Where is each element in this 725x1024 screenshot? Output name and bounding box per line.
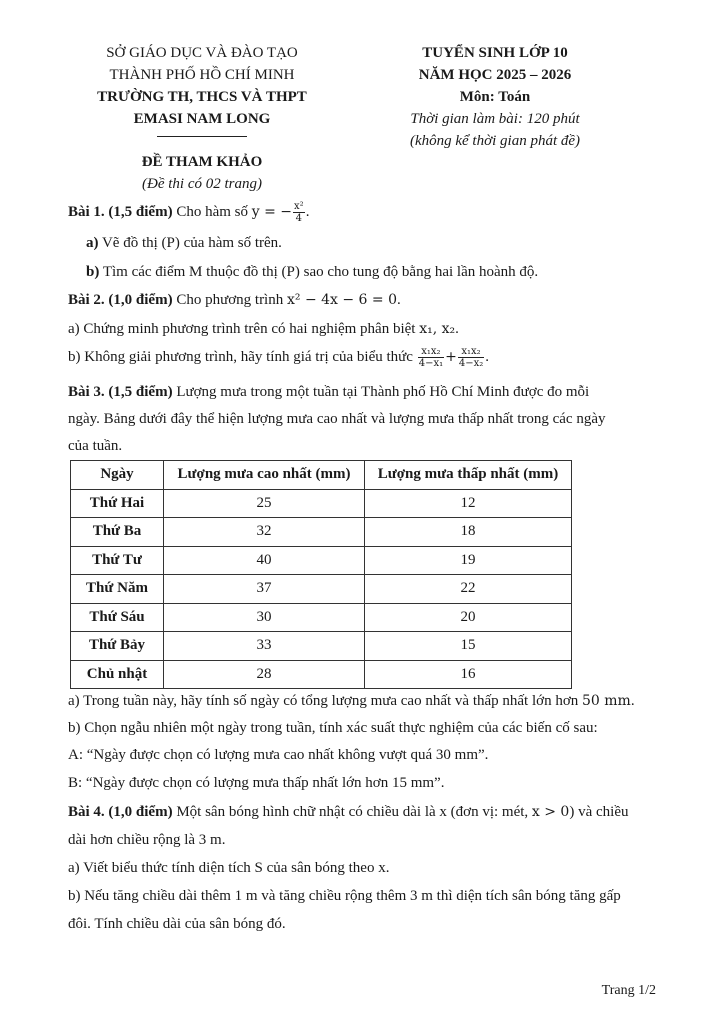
school-name-line2: EMASI NAM LONG <box>133 111 271 127</box>
rainfall-table <box>70 460 572 689</box>
table-row: Thứ Hai 25 12 <box>71 489 572 518</box>
bai3-line2: ngày. Bảng dưới đây thể hiện lượng mưa cao nhất và lượng mưa thấp nhất trong các ngày <box>68 411 606 427</box>
bai3-line3: của tuần. <box>68 438 123 454</box>
bai1-fraction: $\frac{\text{x²}}{4}$ <box>294 201 304 225</box>
subject: Môn: Toán <box>459 89 531 105</box>
exam-title-block <box>82 151 322 195</box>
header-right <box>375 42 615 152</box>
bai3-heading: Bài 3. (1,5 điểm) Lượng mưa trong một tuần tại Thành phố Hồ Chí Minh được đo mỗi <box>68 384 590 400</box>
exam-title: ĐỀ THAM KHẢO <box>141 154 263 170</box>
bai4-line2: dài hơn chiều rộng là 3 m. <box>68 832 226 848</box>
department-name: SỞ GIÁO DỤC VÀ ĐÀO TẠO <box>106 45 298 61</box>
bai2-label: Bài 2. (1,0 điểm) <box>68 292 173 308</box>
bai1-heading: Bài 1. (1,5 điểm) Cho hàm số y = − $\frac{\text{x²}}{4}$ . <box>68 201 310 225</box>
school-year: NĂM HỌC 2025 – 2026 <box>418 67 572 83</box>
bai2-equation: x² − 4x − 6 = 0 <box>286 292 398 308</box>
table-row: Thứ Bảy 33 15 <box>71 632 572 661</box>
col-header-min: Lượng mưa thấp nhất (mm) <box>365 461 572 490</box>
exam-name: TUYỂN SINH LỚP 10 <box>422 45 568 61</box>
bai4-part-a: a) Viết biểu thức tính diện tích S của sân bóng theo x. <box>68 860 390 876</box>
bai2-fraction-1: $\frac{\text{x₁x₂}}{\text{4−x₁}}$ <box>418 346 444 370</box>
duration: Thời gian làm bài: 120 phút <box>410 111 580 127</box>
bai3-part-a: a) Trong tuần này, hãy tính số ngày có tổng lượng mưa cao nhất và thấp nhất lớn hơn 50 mm. <box>68 693 635 709</box>
header-left <box>82 42 322 137</box>
bai4-part-b-line2: đôi. Tính chiều dài của sân bóng đó. <box>68 916 286 932</box>
bai4-part-b-line1: b) Nếu tăng chiều dài thêm 1 m và tăng chiều rộng thêm 3 m thì diện tích sân bóng tăng gấp <box>68 888 621 904</box>
bai3-part-b: b) Chọn ngẫu nhiên một ngày trong tuần, tính xác suất thực nghiệm của các biến cố sau: <box>68 720 598 736</box>
table-header-row <box>71 461 572 490</box>
table-row: Thứ Tư 40 19 <box>71 546 572 575</box>
city-name: THÀNH PHỐ HỒ CHÍ MINH <box>109 67 295 83</box>
duration-note: (không kể thời gian phát đề) <box>409 133 581 149</box>
bai1-label: Bài 1. (1,5 điểm) <box>68 204 173 220</box>
bai4-heading: Bài 4. (1,0 điểm) Một sân bóng hình chữ nhật có chiều dài là x (đơn vị: mét, x > 0) và chiều <box>68 804 629 820</box>
bai3-label: Bài 3. (1,5 điểm) <box>68 384 173 400</box>
header-divider <box>157 136 247 137</box>
bai1-math: y = − <box>251 204 293 220</box>
col-header-day: Ngày <box>71 461 164 490</box>
table-row: Thứ Sáu 30 20 <box>71 603 572 632</box>
table-row: Thứ Năm 37 22 <box>71 575 572 604</box>
table-row: Thứ Ba 32 18 <box>71 518 572 547</box>
exam-page-count: (Đề thi có 02 trang) <box>142 176 262 192</box>
bai2-part-a: a) Chứng minh phương trình trên có hai nghiệm phân biệt x₁, x₂. <box>68 321 459 337</box>
col-header-max: Lượng mưa cao nhất (mm) <box>164 461 365 490</box>
bai4-label: Bài 4. (1,0 điểm) <box>68 804 173 820</box>
bai2-heading: Bài 2. (1,0 điểm) Cho phương trình x² − 4x − 6 = 0. <box>68 292 401 308</box>
table-row: Chủ nhật 28 16 <box>71 660 572 689</box>
bai2-part-b: b) Không giải phương trình, hãy tính giá trị của biểu thức $\frac{\text{x₁x₂}}{\text{4−x₁}}$ + $\frac{\text{x₁x₂}}{\text{4−x₂}}$ . <box>68 346 489 370</box>
school-name-line1: TRƯỜNG TH, THCS VÀ THPT <box>97 89 307 105</box>
bai1-part-a: a) Vẽ đồ thị (P) của hàm số trên. <box>86 235 282 251</box>
bai3-event-a: A: “Ngày được chọn có lượng mưa cao nhất không vượt quá 30 mm”. <box>68 747 489 763</box>
bai2-fraction-2: $\frac{\text{x₁x₂}}{\text{4−x₂}}$ <box>458 346 484 370</box>
page-number: Trang 1/2 <box>601 983 656 998</box>
bai3-event-b: B: “Ngày được chọn có lượng mưa thấp nhất lớn hơn 15 mm”. <box>68 775 445 791</box>
bai1-part-b: b) Tìm các điểm M thuộc đồ thị (P) sao cho tung độ bằng hai lần hoành độ. <box>86 264 539 280</box>
